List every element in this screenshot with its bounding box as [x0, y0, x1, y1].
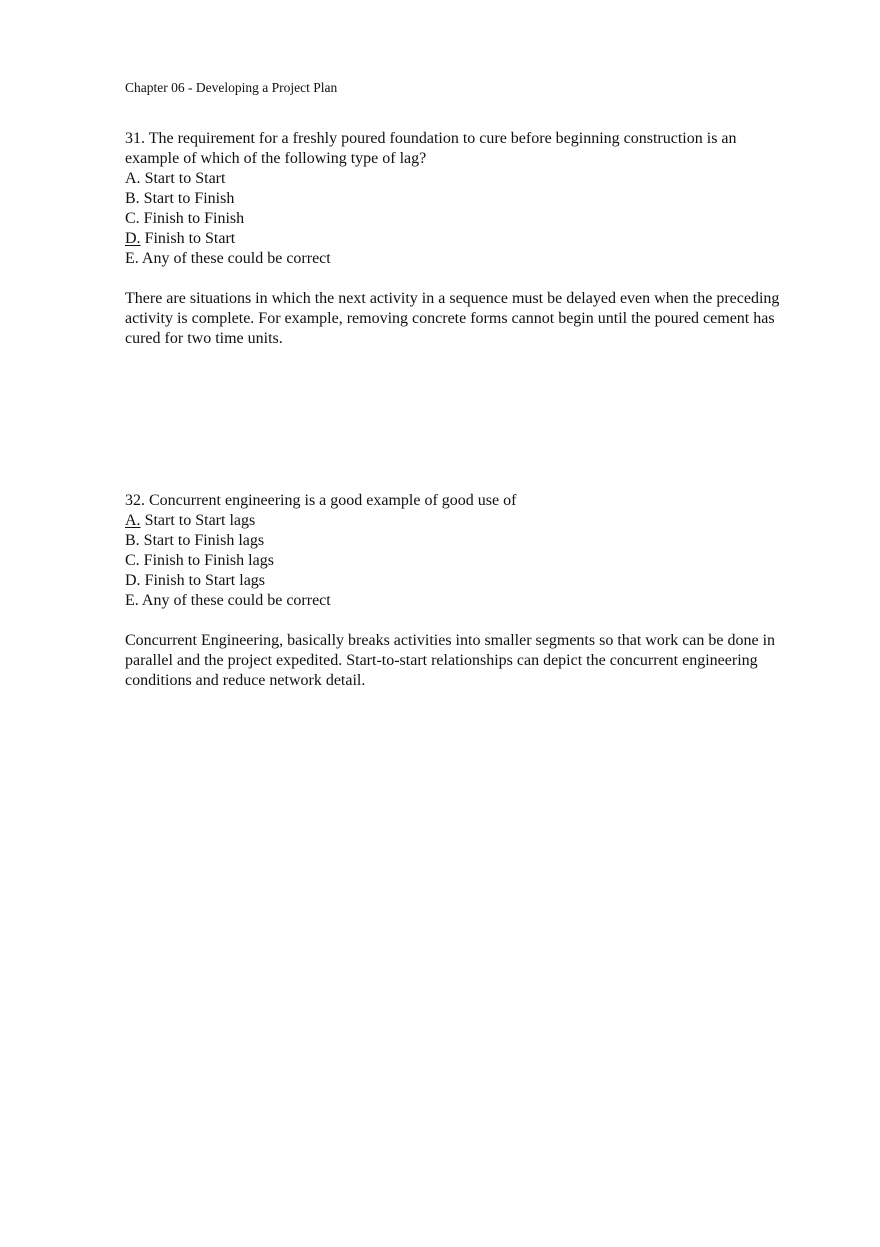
option-e — [125, 591, 785, 611]
answer-options — [125, 169, 785, 269]
option-text: Finish to Start lags — [144, 572, 266, 589]
answer-explanation: Concurrent Engineering, basically breaks activities into smaller segments so that work can be done in parallel and the project expedited. Start-to-start relationships can depict the concurrent engineering conditions and reduce network detail. — [125, 632, 776, 689]
option-letter: E. — [125, 250, 139, 267]
option-a — [125, 511, 785, 531]
option-c — [125, 551, 785, 571]
option-letter: B. — [125, 190, 140, 207]
page-header: Chapter 06 - Developing a Project Plan — [125, 80, 338, 95]
option-d — [125, 229, 785, 249]
option-text: Start to Start — [144, 170, 226, 187]
option-letter-correct: A. — [125, 512, 141, 529]
option-letter: B. — [125, 532, 140, 549]
option-text: Any of these could be correct — [141, 592, 331, 609]
option-letter: E. — [125, 592, 139, 609]
answer-explanation: There are situations in which the next activity in a sequence must be delayed even when the preceding activity is complete. For example, removing concrete forms cannot begin until the poured cement has cured for two time units. — [125, 290, 780, 347]
question-text: Concurrent engineering is a good example of good use of — [149, 492, 517, 509]
option-text: Finish to Finish — [143, 210, 245, 227]
question-32 — [125, 491, 785, 691]
question-text: The requirement for a freshly poured foundation to cure before beginning construction is an example of which of the following type of lag? — [125, 130, 737, 167]
option-text: Finish to Finish lags — [143, 552, 274, 569]
option-text: Start to Start lags — [144, 512, 256, 529]
option-letter: A. — [125, 170, 141, 187]
option-d — [125, 571, 785, 591]
option-b — [125, 189, 785, 209]
question-31 — [125, 129, 785, 349]
question-number: 31. — [125, 130, 145, 147]
option-text: Finish to Start — [144, 230, 236, 247]
option-letter-correct: D. — [125, 230, 141, 247]
question-stem — [125, 491, 785, 511]
option-c — [125, 209, 785, 229]
option-text: Start to Finish — [143, 190, 235, 207]
option-letter: C. — [125, 210, 140, 227]
option-text: Any of these could be correct — [141, 250, 331, 267]
option-b — [125, 531, 785, 551]
answer-options — [125, 511, 785, 611]
option-a — [125, 169, 785, 189]
option-letter: D. — [125, 572, 141, 589]
option-text: Start to Finish lags — [143, 532, 265, 549]
option-letter: C. — [125, 552, 140, 569]
option-e — [125, 249, 785, 269]
question-stem — [125, 129, 785, 169]
question-number: 32. — [125, 492, 145, 509]
